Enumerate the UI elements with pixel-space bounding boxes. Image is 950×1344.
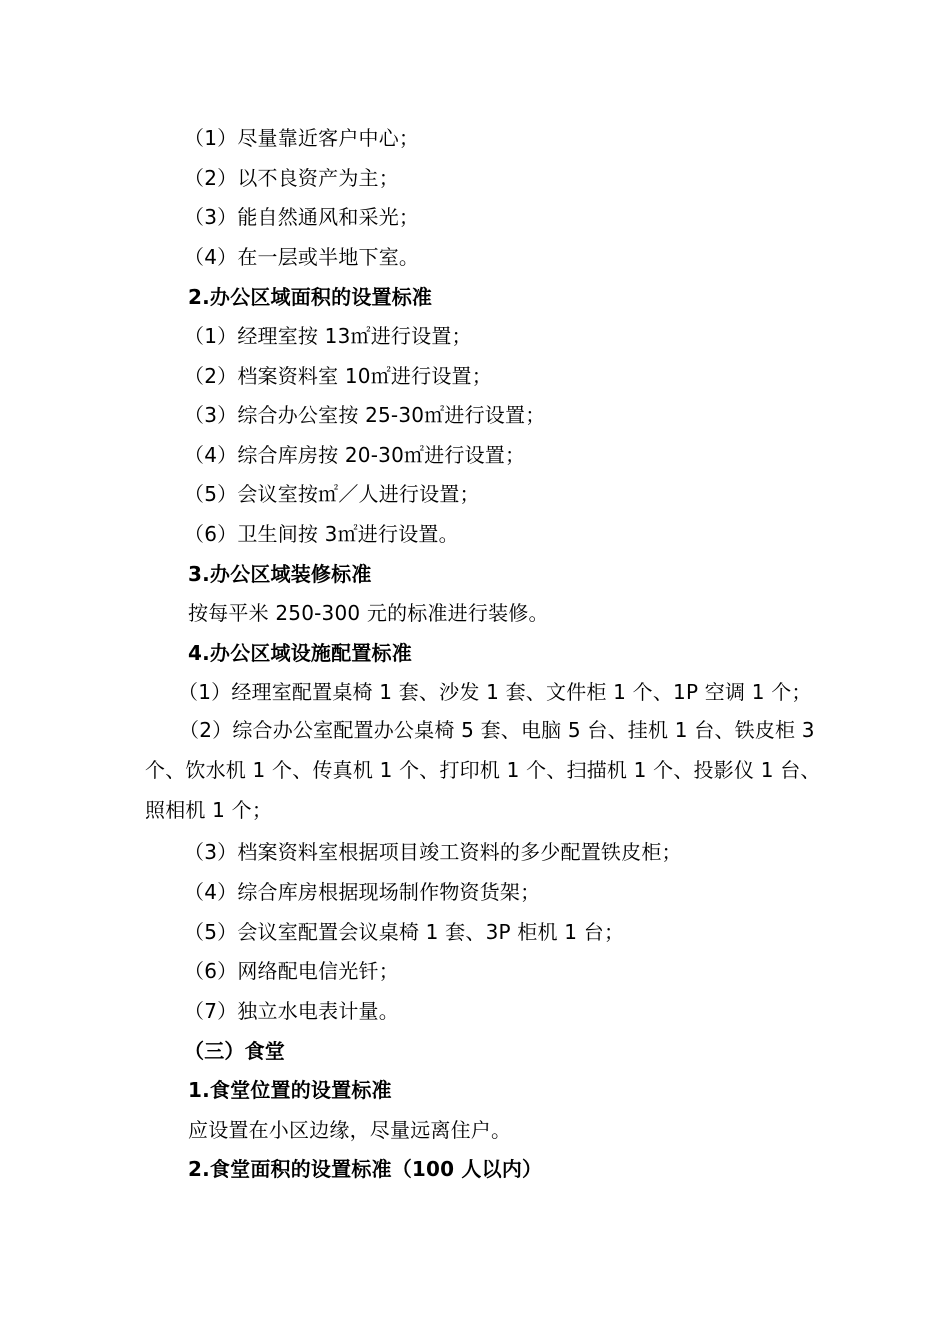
list-item-area-2: （2）档案资料室 10㎡进行设置； (184, 364, 492, 388)
list-item-area-6: （6）卫生间按 3㎡进行设置。 (184, 522, 459, 546)
list-item-facility-3: （3）档案资料室根据项目竣工资料的多少配置铁皮柜； (184, 840, 682, 864)
list-item-facility-2: （2）综合办公室配置办公桌椅 5 套、电脑 5 台、挂机 1 台、铁皮柜 3 个、饮水机 1 个、传真机 1 个、打印机 1 个、扫描机 1 个、投影仪 1 台、照相机 1 个； (145, 718, 821, 822)
list-item-facility-6: （6）网络配电信光钎； (184, 959, 399, 983)
list-item-location-4: （4）在一层或半地下室。 (184, 245, 420, 269)
list-item-facility-4: （4）综合库房根据现场制作物资货架； (184, 880, 541, 904)
list-item-location-3: （3）能自然通风和采光； (184, 205, 420, 229)
list-item-facility-1: （1）经理室配置桌椅 1 套、沙发 1 套、文件柜 1 个、1P 空调 1 个； (178, 680, 812, 704)
list-item-area-3: （3）综合办公室按 25-30㎡进行设置； (184, 403, 546, 427)
subsection-heading-canteen-location: 1.食堂位置的设置标准 (188, 1078, 392, 1102)
subsection-heading-canteen-area: 2.食堂面积的设置标准（100 人以内） (188, 1157, 543, 1181)
list-item-facility-7: （7）独立水电表计量。 (184, 999, 399, 1023)
section-heading-facilities: 4.办公区域设施配置标准 (188, 641, 412, 665)
section-heading-office-area: 2.办公区域面积的设置标准 (188, 285, 433, 309)
paragraph-decoration: 按每平米 250-300 元的标准进行装修。 (188, 601, 549, 625)
list-item-area-1: （1）经理室按 13㎡进行设置； (184, 324, 472, 348)
list-item-area-5: （5）会议室按㎡／人进行设置； (184, 482, 480, 506)
list-item-location-1: （1）尽量靠近客户中心； (184, 126, 420, 150)
list-item-area-4: （4）综合库房按 20-30㎡进行设置； (184, 443, 526, 467)
paragraph-canteen-location: 应设置在小区边缘，尽量远离住户。 (188, 1118, 512, 1142)
section-heading-decoration: 3.办公区域装修标准 (188, 562, 372, 586)
section-heading-canteen: （三）食堂 (184, 1039, 285, 1063)
list-item-facility-5: （5）会议室配置会议桌椅 1 套、3P 柜机 1 台； (184, 920, 625, 944)
list-item-location-2: （2）以不良资产为主； (184, 166, 399, 190)
